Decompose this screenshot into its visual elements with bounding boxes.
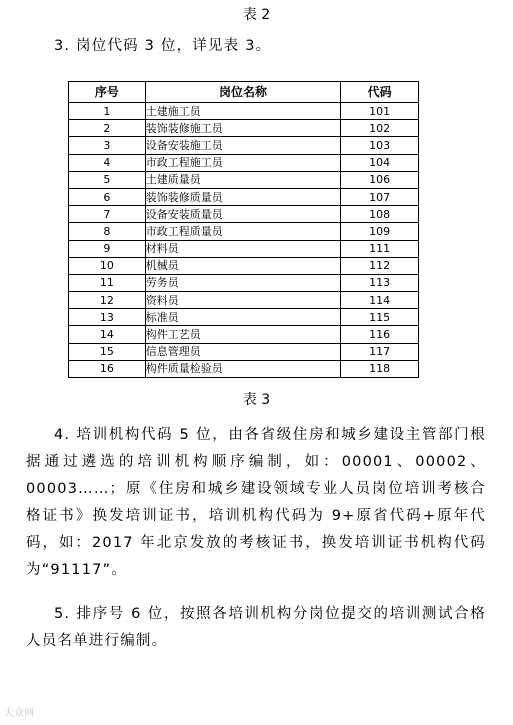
table-row — [69, 171, 419, 188]
cell-code: 103 — [341, 137, 419, 154]
cell-code: 108 — [341, 206, 419, 223]
cell-code: 115 — [341, 309, 419, 326]
table-row — [69, 120, 419, 137]
table-row — [69, 103, 419, 120]
cell-no: 2 — [69, 120, 146, 137]
table-row — [69, 257, 419, 274]
cell-code: 113 — [341, 274, 419, 291]
table-body — [69, 103, 419, 378]
cell-code: 114 — [341, 292, 419, 309]
cell-name: 构件工艺员 — [145, 326, 340, 343]
cell-name: 资料员 — [145, 292, 340, 309]
cell-name: 信息管理员 — [145, 343, 340, 360]
cell-name: 土建施工员 — [145, 103, 340, 120]
table-row — [69, 154, 419, 171]
cell-name: 材料员 — [145, 240, 340, 257]
cell-name: 劳务员 — [145, 274, 340, 291]
table-row — [69, 343, 419, 360]
cell-name: 构件质量检验员 — [145, 360, 340, 377]
table-row — [69, 206, 419, 223]
cell-no: 14 — [69, 326, 146, 343]
cell-code: 118 — [341, 360, 419, 377]
header-no: 序号 — [69, 82, 146, 103]
cell-no: 16 — [69, 360, 146, 377]
cell-no: 4 — [69, 154, 146, 171]
cell-name: 装饰装修质量员 — [145, 188, 340, 205]
table-row — [69, 360, 419, 377]
cell-no: 5 — [69, 171, 146, 188]
table-caption-top: 表 2 — [242, 7, 271, 23]
table-row — [69, 292, 419, 309]
cell-code: 116 — [341, 326, 419, 343]
cell-code: 107 — [341, 188, 419, 205]
table-row — [69, 223, 419, 240]
cell-code: 102 — [341, 120, 419, 137]
cell-name: 标准员 — [145, 309, 340, 326]
cell-name: 设备安装质量员 — [145, 206, 340, 223]
cell-no: 12 — [69, 292, 146, 309]
table-row — [69, 137, 419, 154]
paragraph-5: 5. 排序号 6 位，按照各培训机构分岗位提交的培训测试合格人员名单进行编制。 — [26, 606, 486, 649]
cell-code: 101 — [341, 103, 419, 120]
cell-code: 109 — [341, 223, 419, 240]
table-row — [69, 188, 419, 205]
cell-no: 7 — [69, 206, 146, 223]
cell-code: 117 — [341, 343, 419, 360]
cell-code: 106 — [341, 171, 419, 188]
table-row — [69, 326, 419, 343]
cell-no: 11 — [69, 274, 146, 291]
cell-no: 1 — [69, 103, 146, 120]
position-code-table — [68, 81, 419, 378]
watermark-logo: 大众网 — [4, 708, 34, 719]
header-code: 代码 — [341, 82, 419, 103]
cell-name: 市政工程施工员 — [145, 154, 340, 171]
table-row — [69, 240, 419, 257]
cell-name: 机械员 — [145, 257, 340, 274]
cell-name: 土建质量员 — [145, 171, 340, 188]
table-caption-bottom: 表 3 — [242, 392, 271, 408]
table-header-row — [69, 82, 419, 103]
cell-code: 112 — [341, 257, 419, 274]
cell-no: 15 — [69, 343, 146, 360]
cell-code: 104 — [341, 154, 419, 171]
paragraph-3: 3. 岗位代码 3 位，详见表 3。 — [54, 38, 272, 54]
cell-no: 13 — [69, 309, 146, 326]
cell-name: 设备安装施工员 — [145, 137, 340, 154]
paragraph-4: 4. 培训机构代码 5 位，由各省级住房和城乡建设主管部门根据通过遴选的培训机构顺序编制，如：00001、00002、00003……；原《住房和城乡建设领域专业人员岗位培训考核合格证书》换发培训证书，培训机构代码为 9+原省代码+原年代码，如：2017 年北京发放的考核证书，换发培训证书机构代码为“91117”。 — [26, 427, 486, 578]
header-name: 岗位名称 — [145, 82, 340, 103]
cell-no: 3 — [69, 137, 146, 154]
cell-no: 10 — [69, 257, 146, 274]
cell-no: 9 — [69, 240, 146, 257]
cell-name: 装饰装修施工员 — [145, 120, 340, 137]
cell-name: 市政工程质量员 — [145, 223, 340, 240]
cell-no: 6 — [69, 188, 146, 205]
cell-code: 111 — [341, 240, 419, 257]
table-row — [69, 274, 419, 291]
cell-no: 8 — [69, 223, 146, 240]
table-row — [69, 309, 419, 326]
